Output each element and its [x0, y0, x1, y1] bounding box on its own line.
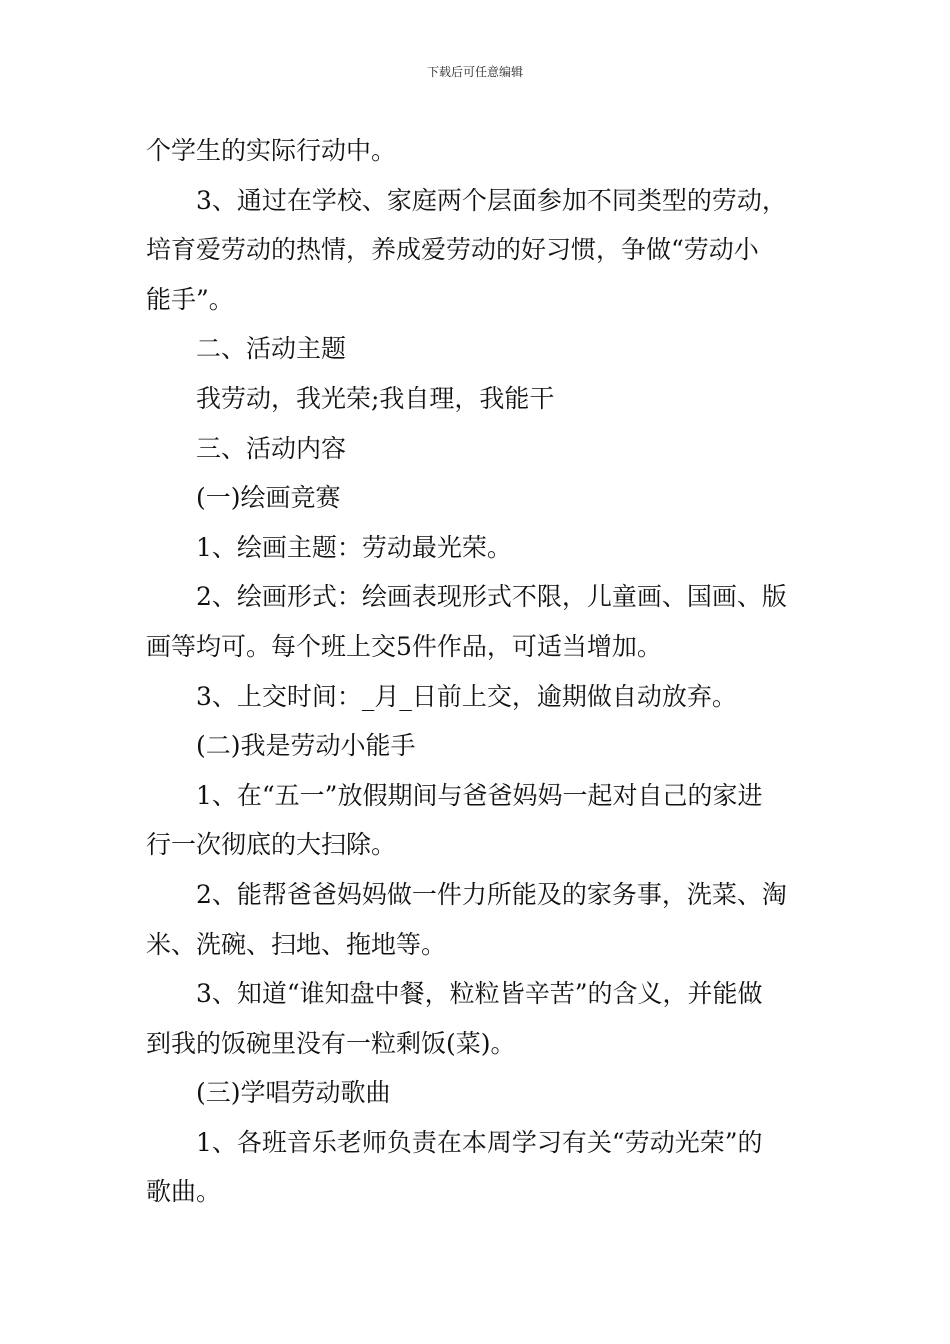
subsection-heading-songs: (三)学唱劳动歌曲	[196, 1078, 391, 1108]
theme-slogan: 我劳动，我光荣;我自理，我能干	[196, 383, 555, 413]
document-body	[146, 126, 808, 1217]
text-line-14: 1、在“五一”放假期间与爸爸妈妈一起对自己的家进	[196, 780, 763, 810]
text-line-10: 2、绘画形式：绘画表现形式不限，儿童画、国画、版	[196, 582, 787, 612]
text-line-3: 培育爱劳动的热情，养成爱劳动的好习惯，争做“劳动小	[146, 235, 759, 265]
text-line-21: 1、各班音乐老师负责在本周学习有关“劳动光荣”的	[196, 1127, 763, 1157]
subsection-heading-drawing: (一)绘画竞赛	[196, 483, 341, 513]
text-line-17: 米、洗碗、扫地、拖地等。	[146, 929, 447, 959]
text-line-4: 能手”。	[146, 284, 234, 314]
text-line-12: 3、上交时间：_月_日前上交，逾期做自动放弃。	[196, 681, 737, 711]
text-line-15: 行一次彻底的大扫除。	[146, 830, 397, 860]
text-line-9: 1、绘画主题：劳动最光荣。	[196, 532, 512, 562]
text-line-2: 3、通过在学校、家庭两个层面参加不同类型的劳动，	[196, 185, 787, 215]
text-line-19: 到我的饭碗里没有一粒剩饭(菜)。	[146, 1028, 516, 1058]
text-line-16: 2、能帮爸爸妈妈做一件力所能及的家务事，洗菜、淘	[196, 879, 787, 909]
section-heading-theme: 二、活动主题	[196, 334, 347, 364]
page-header: 下载后可任意编辑	[426, 65, 523, 79]
subsection-heading-helper: (二)我是劳动小能手	[196, 731, 416, 761]
text-line-22: 歌曲。	[146, 1177, 222, 1207]
section-heading-content: 三、活动内容	[196, 433, 347, 463]
text-line-18: 3、知道“谁知盘中餐，粒粒皆辛苦”的含义，并能做	[196, 979, 763, 1009]
text-line-1: 个学生的实际行动中。	[146, 136, 397, 165]
text-line-11: 画等均可。每个班上交5件作品，可适当增加。	[146, 631, 662, 661]
